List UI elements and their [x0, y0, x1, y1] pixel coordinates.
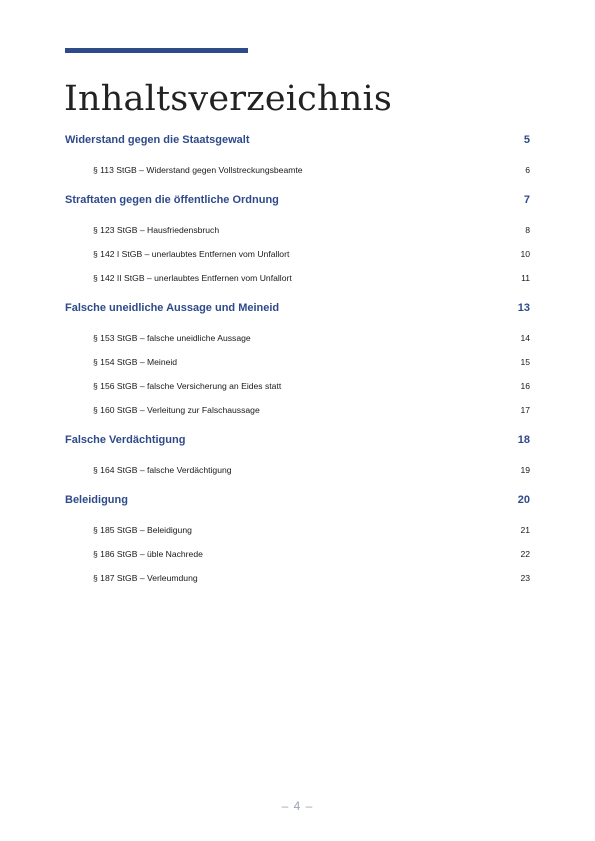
toc-section-label: Falsche uneidliche Aussage und Meineid	[65, 302, 280, 314]
toc-entry[interactable]	[65, 398, 530, 422]
page-title: Inhaltsverzeichnis	[64, 79, 392, 119]
toc-section-label: Falsche Verdächtigung	[65, 434, 186, 446]
toc-section-page: 7	[523, 194, 530, 206]
toc-entry[interactable]	[65, 266, 530, 290]
toc-entry[interactable]	[65, 158, 530, 182]
toc-entry-list	[65, 320, 530, 422]
toc-entry-page: 23	[520, 573, 530, 583]
toc-section-heading[interactable]	[65, 128, 530, 152]
toc-entry[interactable]	[65, 518, 530, 542]
toc-section-page: 13	[517, 302, 530, 314]
toc-entry-list	[65, 512, 530, 590]
toc-section-block	[65, 428, 530, 482]
toc-entry-label: § 142 I StGB – unerlaubtes Entfernen vom Unfallort	[93, 249, 290, 259]
toc-section-heading[interactable]	[65, 488, 530, 512]
toc-entry-page: 17	[520, 405, 530, 415]
page-number: – 4 –	[281, 799, 314, 813]
toc-entry-page: 22	[520, 549, 530, 559]
toc-entry-page: 14	[520, 333, 530, 343]
toc-section-label: Beleidigung	[65, 494, 128, 506]
toc-section-heading[interactable]	[65, 428, 530, 452]
toc-entry-page: 11	[521, 273, 530, 283]
table-of-contents	[65, 128, 530, 596]
title-accent-bar	[65, 48, 248, 53]
toc-section-heading[interactable]	[65, 296, 530, 320]
toc-entry-list	[65, 212, 530, 290]
toc-entry-label: § 187 StGB – Verleumdung	[93, 573, 198, 583]
toc-section-block	[65, 488, 530, 590]
toc-entry-label: § 123 StGB – Hausfriedensbruch	[93, 225, 220, 235]
toc-entry[interactable]	[65, 566, 530, 590]
toc-entry[interactable]	[65, 218, 530, 242]
toc-entry[interactable]	[65, 350, 530, 374]
toc-entry[interactable]	[65, 458, 530, 482]
toc-section-label: Widerstand gegen die Staatsgewalt	[65, 134, 250, 146]
toc-section-page: 5	[523, 134, 530, 146]
toc-entry-label: § 154 StGB – Meineid	[93, 357, 178, 367]
toc-entry-list	[65, 152, 530, 182]
toc-entry-label: § 186 StGB – üble Nachrede	[93, 549, 203, 559]
toc-entry[interactable]	[65, 326, 530, 350]
toc-entry-label: § 156 StGB – falsche Versicherung an Eides statt	[93, 381, 282, 391]
toc-entry[interactable]	[65, 542, 530, 566]
toc-section-page: 18	[517, 434, 530, 446]
toc-entry-label: § 160 StGB – Verleitung zur Falschaussage	[93, 405, 260, 415]
toc-entry-page: 19	[520, 465, 530, 475]
toc-entry-page: 21	[520, 525, 530, 535]
toc-section-page: 20	[517, 494, 530, 506]
toc-entry-page: 16	[520, 381, 530, 391]
toc-section-block	[65, 188, 530, 290]
toc-entry-page: 8	[525, 225, 530, 235]
toc-entry-label: § 153 StGB – falsche uneidliche Aussage	[93, 333, 251, 343]
toc-entry-label: § 113 StGB – Widerstand gegen Vollstreckungsbeamte	[93, 165, 303, 175]
toc-section-block	[65, 128, 530, 182]
toc-entry-page: 10	[520, 249, 530, 259]
toc-entry-page: 15	[520, 357, 530, 367]
toc-entry-page: 6	[525, 165, 530, 175]
toc-entry-label: § 185 StGB – Beleidigung	[93, 525, 192, 535]
toc-entry[interactable]	[65, 242, 530, 266]
toc-entry-label: § 142 II StGB – unerlaubtes Entfernen vom Unfallort	[93, 273, 292, 283]
toc-section-heading[interactable]	[65, 188, 530, 212]
toc-entry-list	[65, 452, 530, 482]
toc-entry-label: § 164 StGB – falsche Verdächtigung	[93, 465, 232, 475]
toc-section-block	[65, 296, 530, 422]
toc-section-label: Straftaten gegen die öffentliche Ordnung	[65, 194, 279, 206]
toc-entry[interactable]	[65, 374, 530, 398]
